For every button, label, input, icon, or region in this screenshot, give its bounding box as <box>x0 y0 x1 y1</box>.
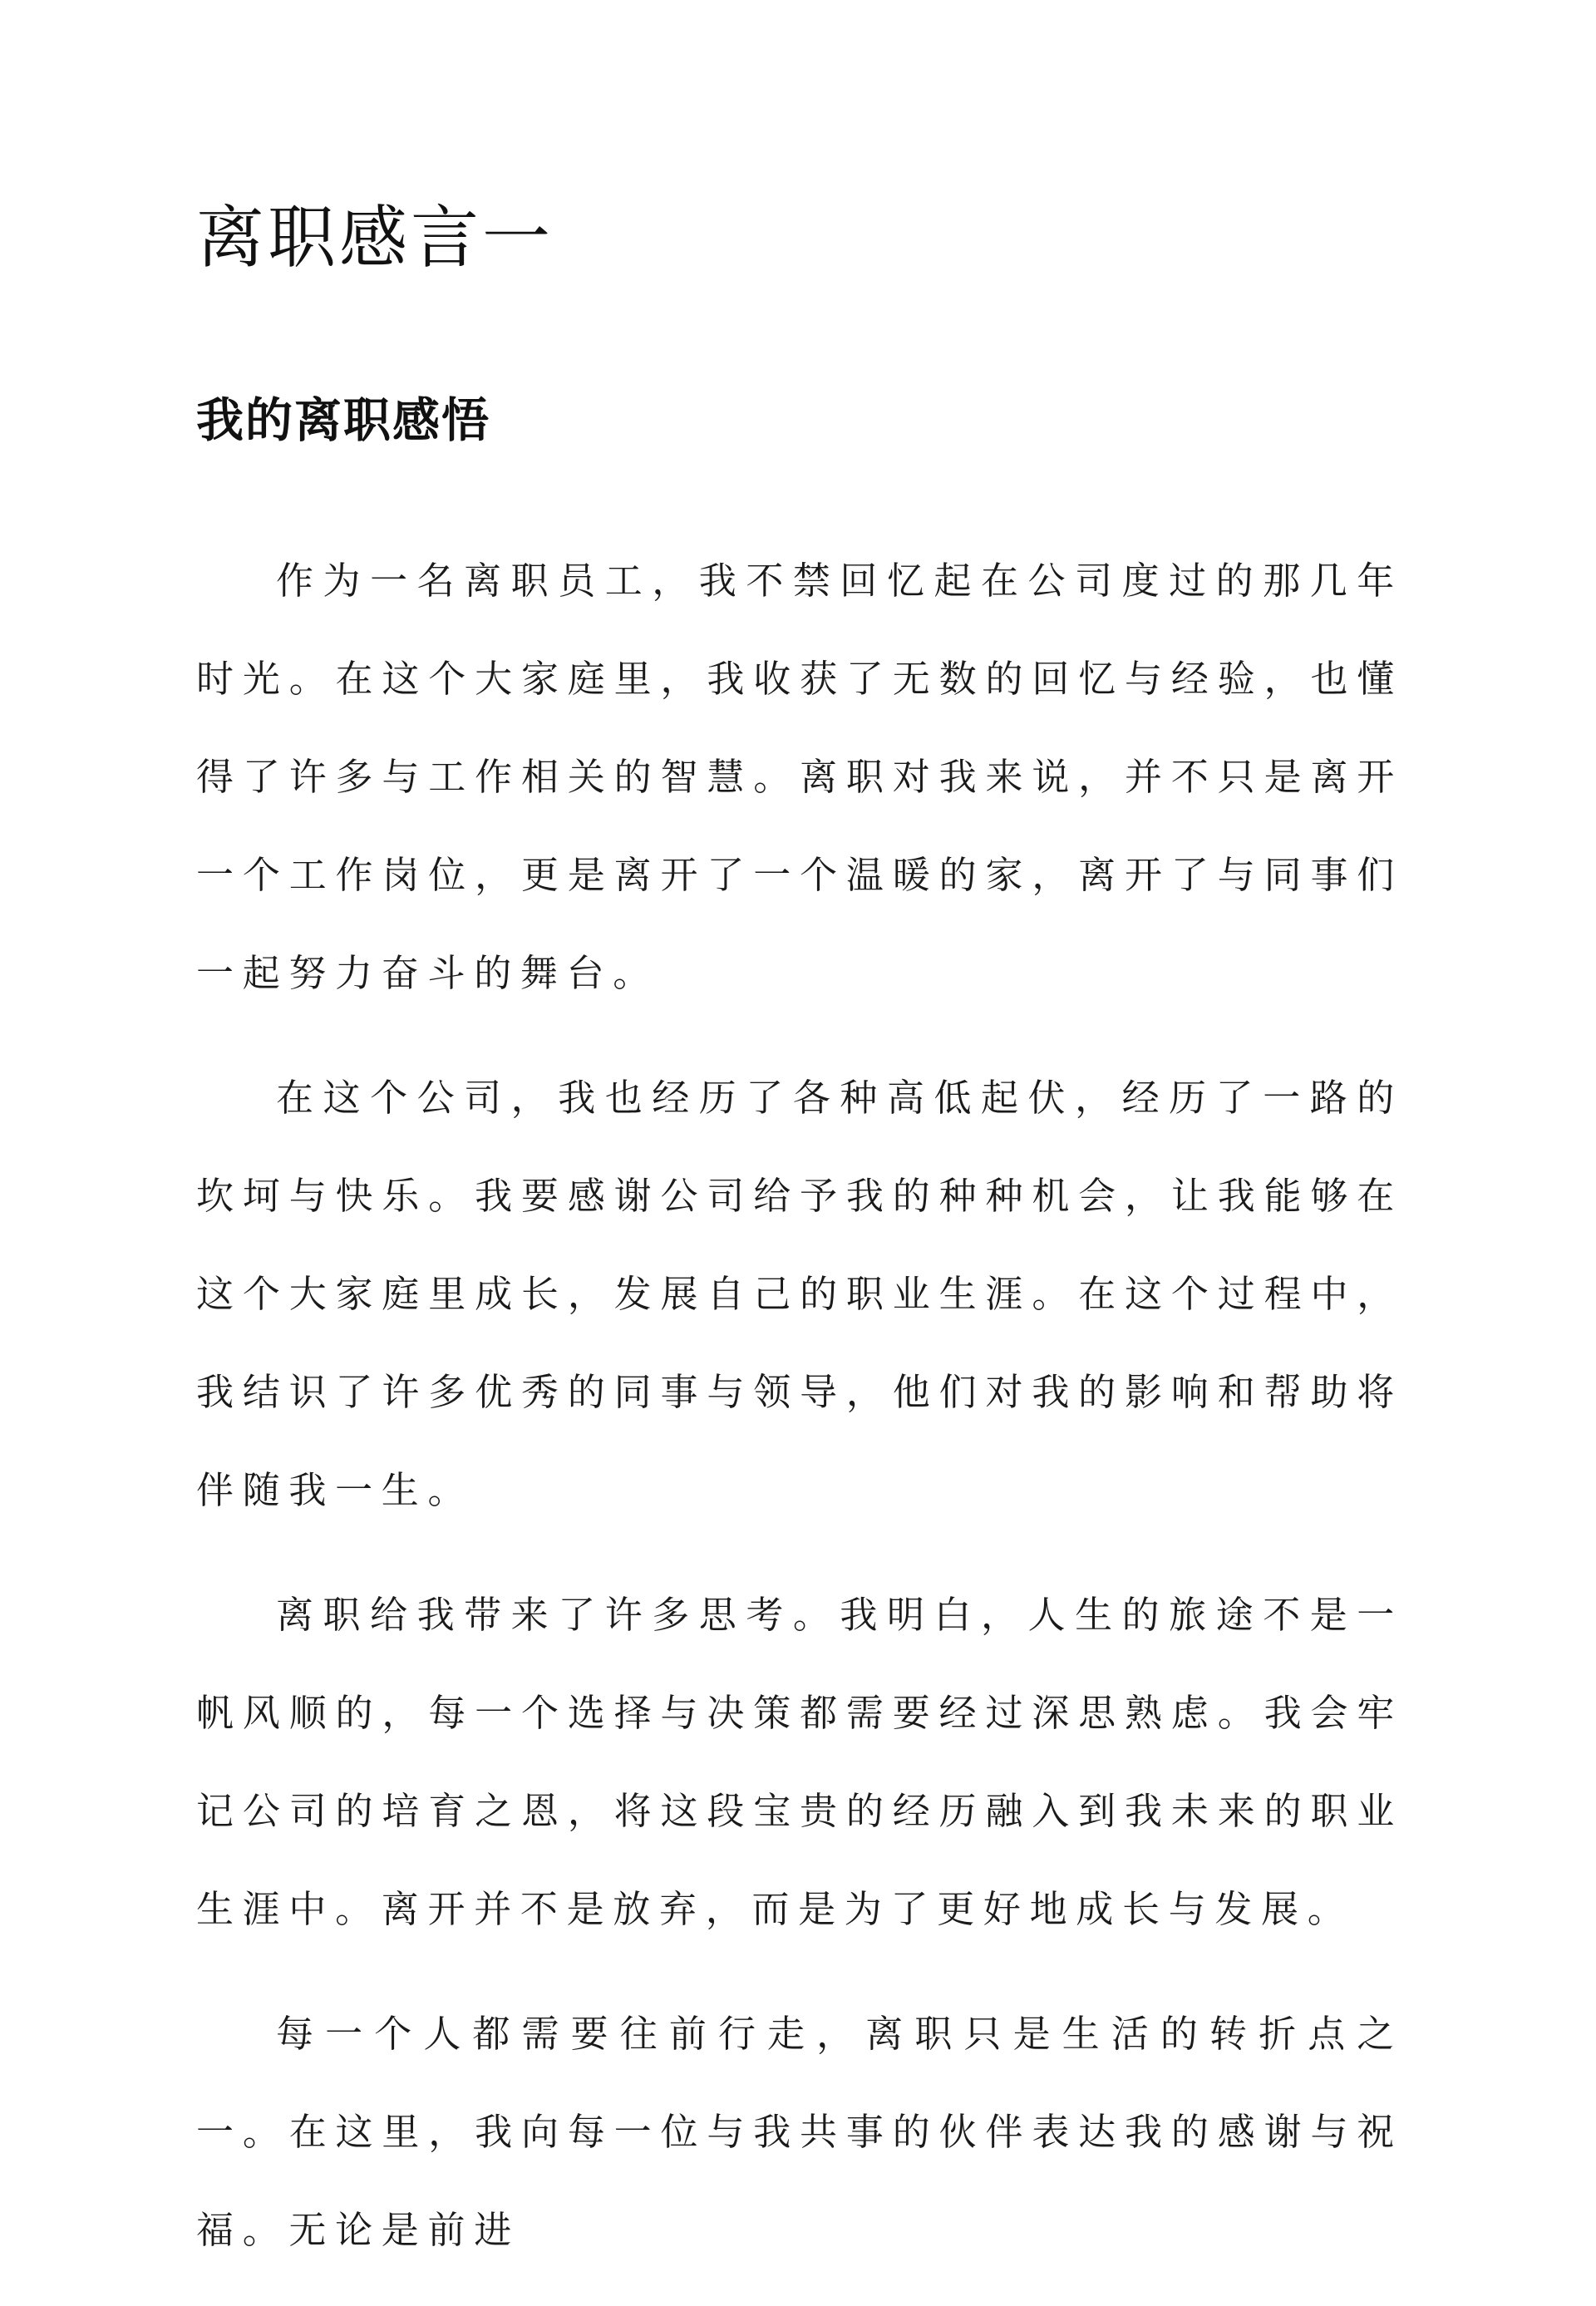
paragraph-1: 作为一名离职员工，我不禁回忆起在公司度过的那几年时光。在这个大家庭里，我收获了无数的回忆与经验，也懂得了许多与工作相关的智慧。离职对我来说，并不只是离开一个工作岗位，更是离开了一个温暖的家，离开了与同事们一起努力奋斗的舞台。 <box>196 559 1403 995</box>
document-subtitle: 我的离职感悟 <box>196 392 490 448</box>
paragraph-2: 在这个公司，我也经历了各种高低起伏，经历了一路的坎坷与快乐。我要感谢公司给予我的种种机会，让我能够在这个大家庭里成长，发展自己的职业生涯。在这个过程中，我结识了许多优秀的同事与领导，他们对我的影响和帮助将伴随我一生。 <box>196 1076 1403 1512</box>
paragraph-4: 每一个人都需要往前行走，离职只是生活的转折点之一。在这里，我向每一位与我共事的伙伴表达我的感谢与祝福。无论是前进 <box>196 2012 1403 2252</box>
paragraph-3: 离职给我带来了许多思考。我明白，人生的旅途不是一帆风顺的，每一个选择与决策都需要经过深思熟虑。我会牢记公司的培育之恩，将这段宝贵的经历融入到我未来的职业生涯中。离开并不是放弃，而是为了更好地成长与发展。 <box>196 1593 1403 1931</box>
document-title: 离职感言一 <box>196 199 554 278</box>
document-body <box>196 532 1403 2306</box>
